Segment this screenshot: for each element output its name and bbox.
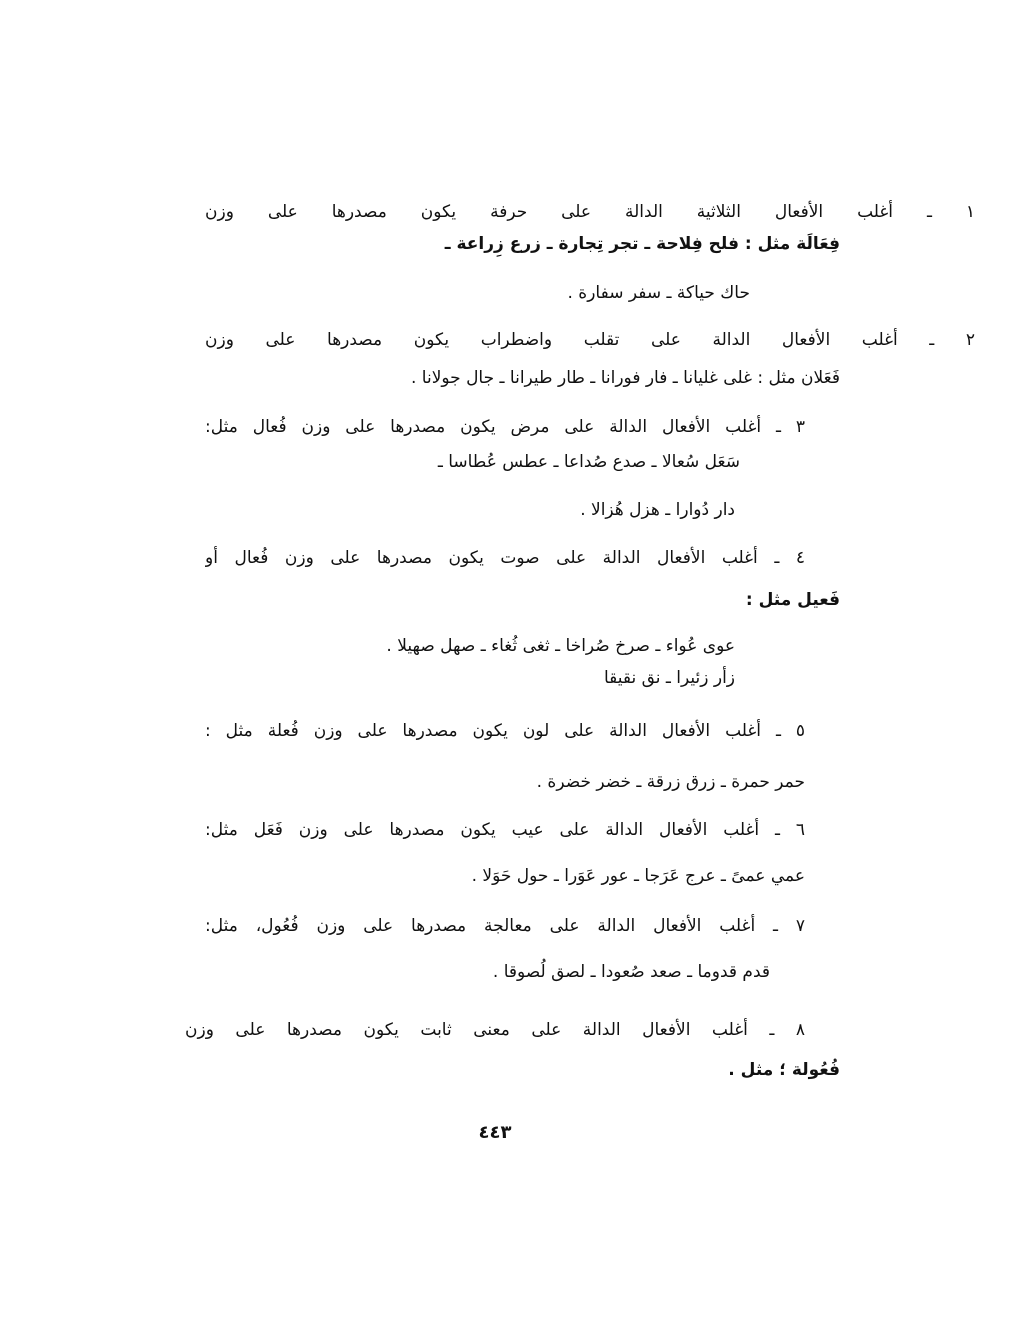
item-3-line-1: ٣ ـ أغلب الأفعال الدالة على مرض يكون مصدرها على وزن فُعال مثل: <box>205 417 805 437</box>
item-1-line-3: حاك حياكة ـ سفر سفارة . <box>567 283 750 303</box>
item-1-line-2: فِعَالَة مثل : فلح فِلاحة ـ تجر تِجارة ـ زرع زِراعة ـ <box>444 234 840 254</box>
item-3-line-2: سَعَل سُعالا ـ صدع صُداعا ـ عطس عُطاسا ـ <box>437 452 740 472</box>
item-8-line-2: فُعُولة ؛ مثل . <box>728 1060 840 1080</box>
item-4-line-3: عوى عُواء ـ صرخ صُراخا ـ ثغى ثُغاء ـ صهل صهيلا . <box>386 636 735 656</box>
item-4-line-2: فَعيل مثل : <box>745 590 840 610</box>
item-3-line-3: دار دُوارا ـ هزل هُزالا . <box>580 500 735 520</box>
page-number: ٤٤٣ <box>478 1122 512 1143</box>
item-2-line-2: فَعَلان مثل : غلى غليانا ـ فار فورانا ـ طار طيرانا ـ جال جولانا . <box>410 368 840 388</box>
item-5-line-2: حمر حمرة ـ زرق زرقة ـ خضر خضرة . <box>536 772 805 792</box>
item-5-line-1: ٥ ـ أغلب الأفعال الدالة على لون يكون مصدرها على وزن فُعلة مثل : <box>205 721 805 741</box>
item-7-line-2: قدم قدوما ـ صعد صُعودا ـ لصق لُصوقا . <box>492 962 770 982</box>
item-6-line-1: ٦ ـ أغلب الأفعال الدالة على عيب يكون مصدرها على وزن فَعَل مثل: <box>205 820 805 840</box>
item-4-line-4: زأر زئيرا ـ نق نقيقا <box>603 668 735 688</box>
item-4-line-1: ٤ ـ أغلب الأفعال الدالة على صوت يكون مصدرها على وزن فُعال أو <box>205 548 805 568</box>
item-6-line-2: عمي عمىً ـ عرج عَرَجا ـ عور عَوَرا ـ حول حَوَلا . <box>471 866 805 886</box>
item-8-line-1: ٨ ـ أغلب الأفعال الدالة على معنى ثابت يكون مصدرها على وزن <box>185 1020 805 1040</box>
item-2-line-1: ٢ ـ أغلب الأفعال الدالة على تقلب واضطراب يكون مصدرها على وزن <box>205 330 975 350</box>
item-1-line-1: ١ ـ أغلب الأفعال الثلاثية الدالة على حرفة يكون مصدرها على وزن <box>205 202 975 222</box>
item-7-line-1: ٧ ـ أغلب الأفعال الدالة على معالجة مصدرها على وزن فُعُول، مثل: <box>205 916 805 936</box>
